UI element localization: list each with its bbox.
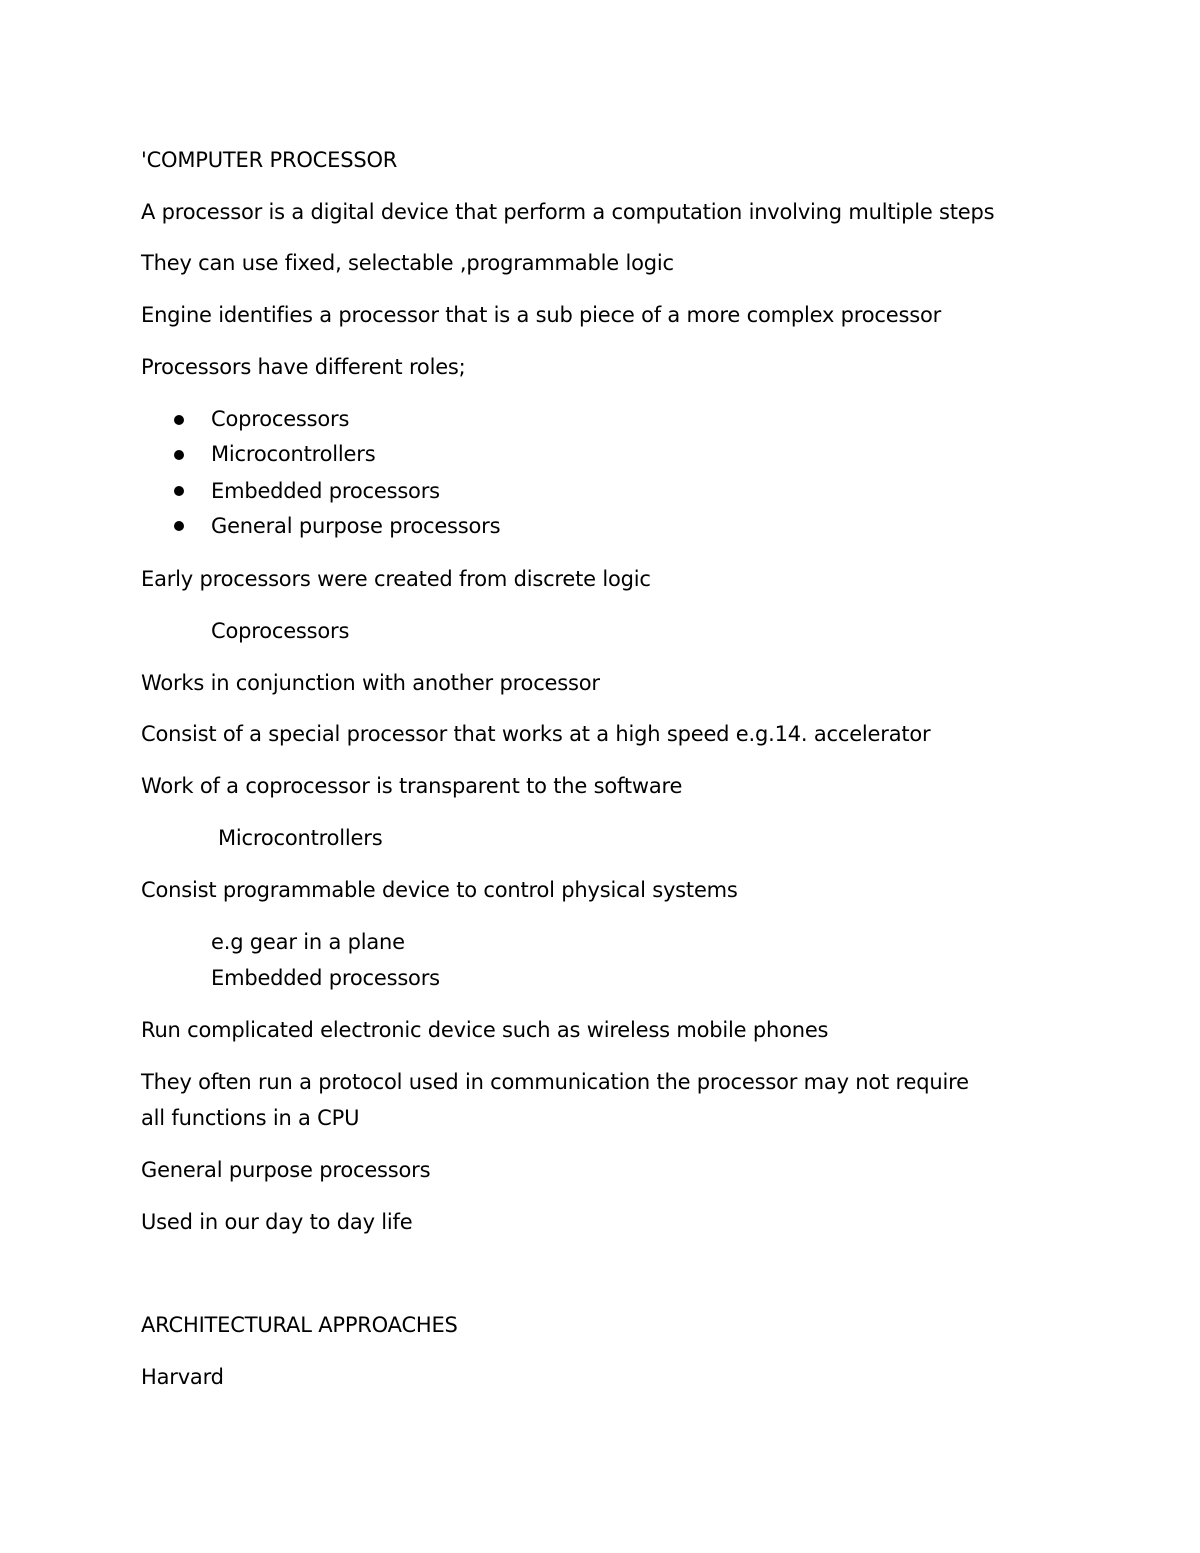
bullet-icon	[174, 486, 184, 496]
paragraph: They often run a protocol used in communication the processor may not require	[141, 1070, 969, 1094]
list-item: Embedded processors	[211, 479, 440, 503]
bullet-icon	[174, 521, 184, 531]
bullet-icon	[174, 450, 184, 460]
paragraph: Consist of a special processor that works at a high speed e.g.14. accelerator	[141, 722, 931, 746]
paragraph: Used in our day to day life	[141, 1210, 413, 1234]
list-item: Coprocessors	[211, 407, 350, 431]
bullet-icon	[174, 415, 184, 425]
paragraph: Works in conjunction with another processor	[141, 671, 600, 695]
section-heading-microcontrollers: Microcontrollers	[218, 826, 383, 850]
list-item: Microcontrollers	[211, 442, 376, 466]
example-text: e.g gear in a plane	[211, 930, 405, 954]
paragraph: Work of a coprocessor is transparent to the software	[141, 774, 683, 798]
paragraph: Harvard	[141, 1365, 224, 1389]
paragraph: A processor is a digital device that perform a computation involving multiple steps	[141, 200, 995, 224]
paragraph: Processors have different roles;	[141, 355, 466, 379]
section-heading-coprocessors: Coprocessors	[211, 619, 350, 643]
paragraph: Engine identifies a processor that is a sub piece of a more complex processor	[141, 303, 942, 327]
document-title: 'COMPUTER PROCESSOR	[141, 148, 398, 172]
section-heading-embedded: Embedded processors	[211, 966, 440, 990]
list-item: General purpose processors	[211, 514, 501, 538]
paragraph: all functions in a CPU	[141, 1106, 360, 1130]
paragraph: Early processors were created from discrete logic	[141, 567, 651, 591]
section-heading-general: General purpose processors	[141, 1158, 431, 1182]
paragraph: Run complicated electronic device such as wireless mobile phones	[141, 1018, 829, 1042]
paragraph: They can use fixed, selectable ,programmable logic	[141, 251, 674, 275]
section-heading-architectural: ARCHITECTURAL APPROACHES	[141, 1313, 458, 1337]
paragraph: Consist programmable device to control physical systems	[141, 878, 738, 902]
